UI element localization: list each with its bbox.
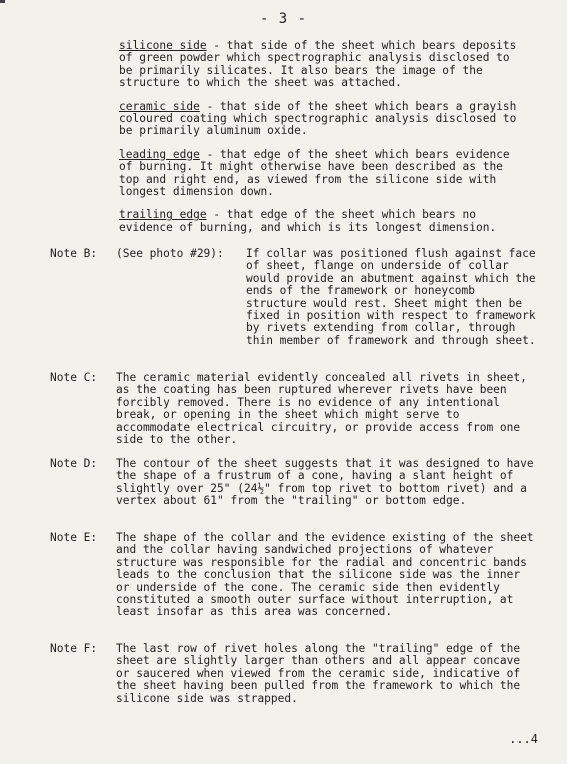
note-text: If collar was positioned flush against face of sheet, flange on underside of collar would provide an abutment against which the ends of the framework or honeycomb structure would rest. Sheet might then be fixed in position with respect to framework by rivets extending from collar, through thin member of framework and through sheet. [246, 247, 536, 347]
note-text: The shape of the collar and the evidence existing of the sheet and the collar having sandwiched projections of whatever structure was responsible for the radial and concentric bands leads to the conclusion that the silicone side was the inner or underside of the cone. The ceramic side then evidently constituted a smooth outer surface without interruption, at least insofar as this area was concerned. [116, 531, 534, 619]
definition-silicone-side [119, 40, 529, 90]
note-label: Note B: [50, 247, 98, 260]
definition-text: - that edge of the sheet which bears evidence of burning. It might otherwise have been described as the top and right end, as viewed from the silicone side with longest dimension down. [119, 147, 510, 199]
definition-term: ceramic side [119, 99, 200, 113]
note-label: Note E: [50, 531, 98, 544]
note-label: Note F: [50, 642, 98, 655]
definition-trailing-edge [119, 209, 529, 234]
definition-term: silicone side [119, 39, 207, 52]
note-photo-reference: (See photo #29): [116, 247, 224, 260]
note-text: The contour of the sheet suggests that it was designed to have the shape of a frustrum of a cone, having a slant height of slightly over 25" (24½" from top rivet to bottom rivet) and a vertex about 61" from the "trailing" or bottom edge. [116, 457, 534, 508]
scan-mark [0, 0, 5, 3]
note-text: The ceramic material evidently concealed all rivets in sheet, as the coating has been ruptured wherever rivets have been forcibly removed. There is no evidence of any intentional break, or opening in the sheet which might serve to accommodate electrical circuitry, or provide access from one side to the other. [116, 371, 527, 447]
note-label: Note C: [50, 371, 98, 384]
definition-ceramic-side [119, 101, 529, 138]
definition-term: leading edge [119, 147, 200, 161]
page-number: - 3 - [259, 11, 308, 27]
definition-text: - that side of the sheet which bears deposits of green powder which spectrographic analysis disclosed to be primarily silicates. It also bears the image of the structure to which the sheet was attached. [119, 39, 517, 90]
note-label: Note D: [50, 457, 98, 470]
note-text: The last row of rivet holes along the "trailing" edge of the sheet are slightly larger than others and all appear concave or saucered when viewed from the ceramic side, indicative of the sheet having been pulled from the framework to which the silicone side was strapped. [116, 642, 521, 705]
definitions-list [119, 40, 529, 245]
definition-text: - that side of the sheet which bears a grayish coloured coating which spectrographic analysis disclosed to be primarily aluminum oxide. [119, 99, 517, 138]
definition-term: trailing edge [119, 208, 207, 222]
continuation-marker: ...4 [509, 732, 538, 746]
definition-text: - that edge of the sheet which bears no evidence of burning, and which is its longest dimension. [119, 208, 497, 234]
definition-leading-edge [119, 149, 529, 199]
